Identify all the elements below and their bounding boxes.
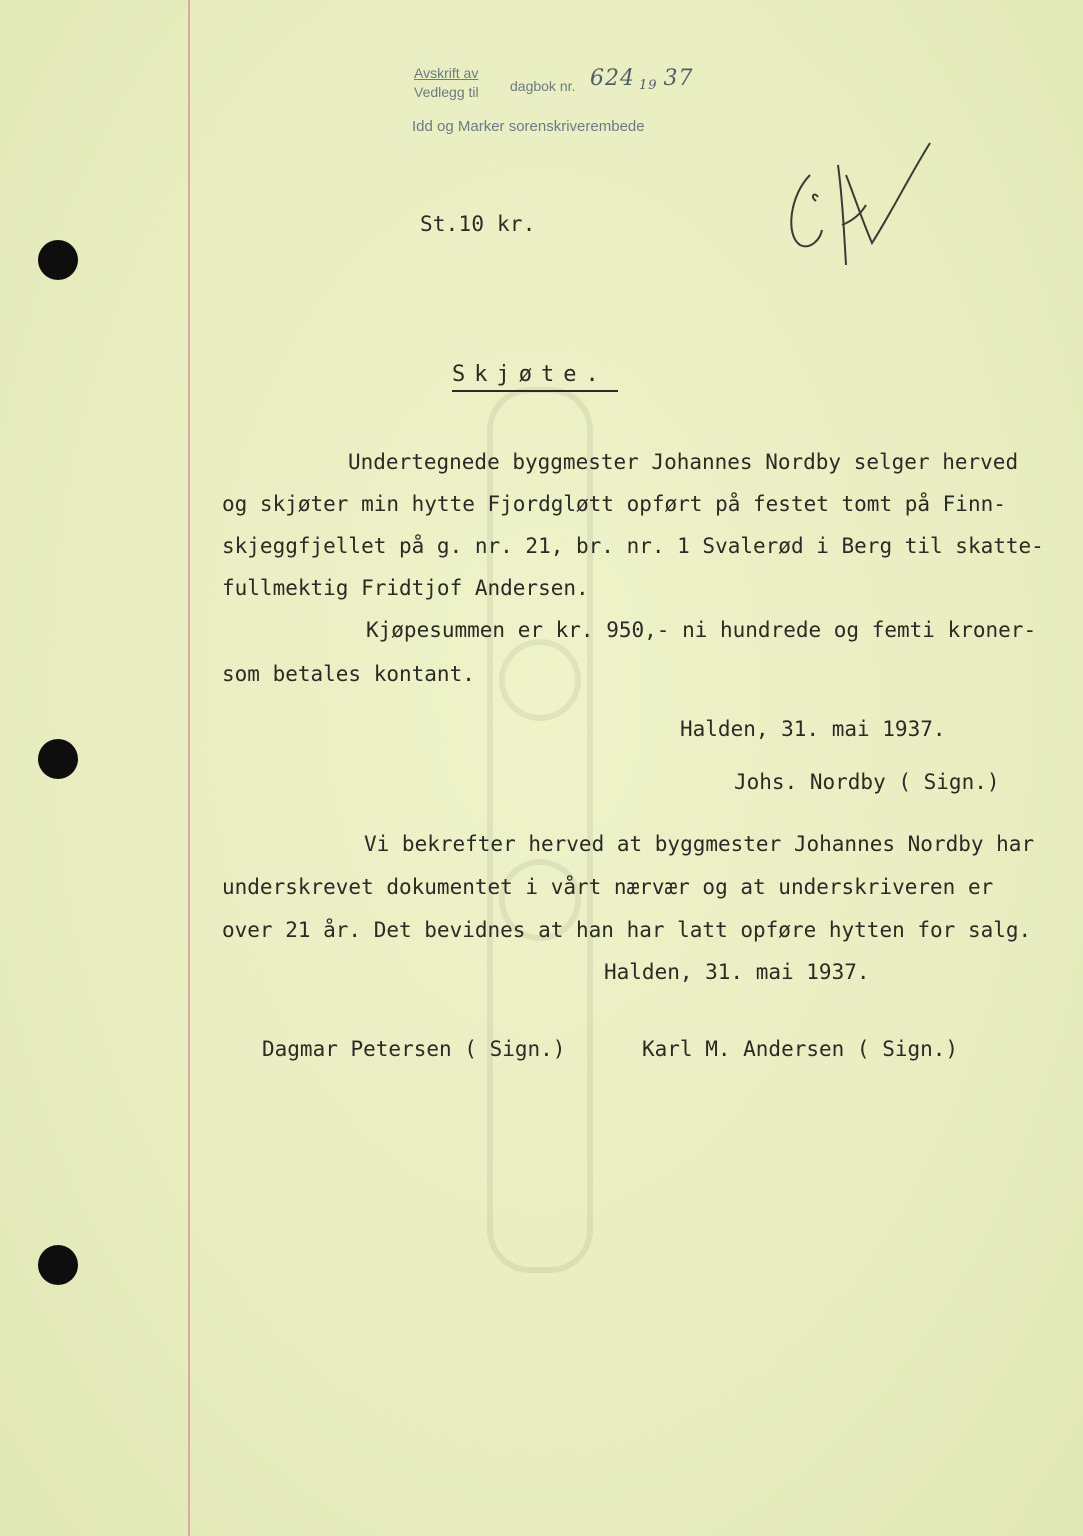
stamp-option-vedlegg: Vedlegg til	[414, 84, 479, 100]
handwritten-initials	[780, 135, 950, 275]
seller-signature: Johs. Nordby ( Sign.)	[734, 770, 1000, 794]
body-line: Undertegnede byggmester Johannes Nordby selger herved	[348, 450, 1019, 474]
title-underline	[452, 390, 618, 392]
witness-line: over 21 år. Det bevidnes at han har latt opføre hytten for salg.	[222, 918, 1032, 942]
stamp-dagbok-number	[590, 66, 694, 93]
stamp-option-avskrift: Avskrift av	[414, 65, 479, 81]
dagbok-number: 624	[590, 66, 635, 91]
body-line: fullmektig Fridtjof Andersen.	[222, 576, 589, 600]
document-title: Skjøte.	[452, 362, 608, 387]
registry-stamp	[412, 65, 744, 135]
body-line: skjeggfjellet på g. nr. 21, br. nr. 1 Svalerød i Berg til skatte-	[222, 534, 1044, 558]
place-date: Halden, 31. mai 1937.	[604, 960, 870, 984]
witness-signature: Karl M. Andersen ( Sign.)	[642, 1037, 959, 1061]
body-line: og skjøter min hytte Fjordgløtt opført på festet tomt på Finn-	[222, 492, 1006, 516]
year-suffix: 37	[663, 66, 694, 91]
place-date: Halden, 31. mai 1937.	[680, 717, 946, 741]
body-line: som betales kontant.	[222, 662, 475, 686]
punch-hole-top	[38, 240, 78, 280]
fee-notation: St.10 kr.	[420, 212, 536, 236]
witness-line: Vi bekrefter herved at byggmester Johannes Nordby har	[364, 832, 1035, 856]
margin-line	[188, 0, 190, 1536]
punch-hole-middle	[38, 739, 78, 779]
punch-hole-bottom	[38, 1245, 78, 1285]
witness-signature: Dagmar Petersen ( Sign.)	[262, 1037, 566, 1061]
witness-line: underskrevet dokumentet i vårt nærvær og at underskriveren er	[222, 875, 994, 899]
stamp-dagbok-label: dagbok nr.	[510, 78, 576, 94]
body-line: Kjøpesummen er kr. 950,- ni hundrede og femti kroner-	[366, 618, 1037, 642]
stamp-office: Idd og Marker sorenskriverembede	[412, 118, 645, 135]
year-prefix: 19	[639, 78, 658, 93]
